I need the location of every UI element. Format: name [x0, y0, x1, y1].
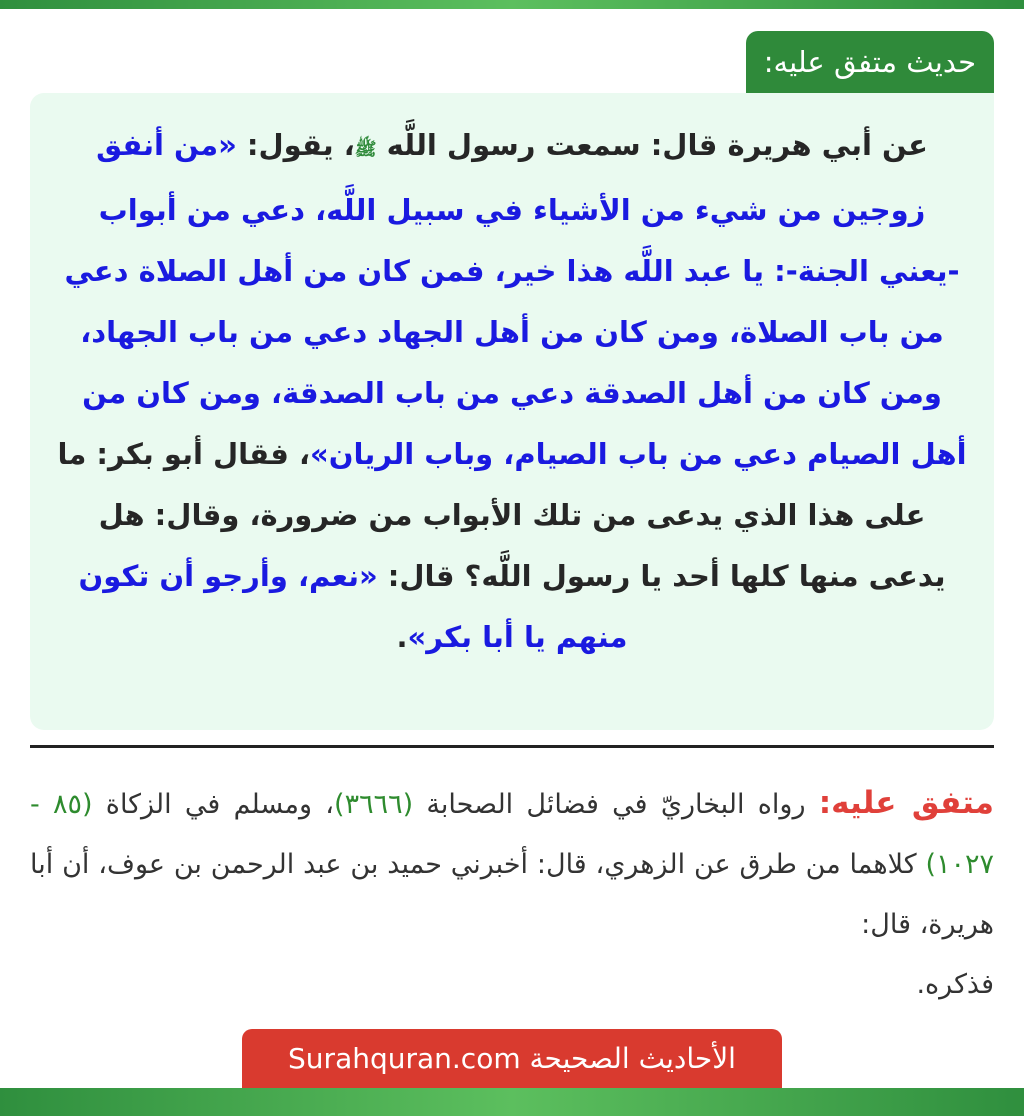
hadith-middle: ، فقال أبو بكر: ما على هذا الذي يدعى من تلك الأبواب من ضرورة، وقال: هل يدعى منها كلها أحد يا رسول اللَّه؟ قال: [57, 437, 946, 593]
source-text-3: كلاهما من طرق عن الزهري، قال: أخبرني حميد بن عبد الرحمن بن عوف، أن أبا هريرة، قال: [30, 849, 994, 940]
salawat-glyph: ﷺ [354, 139, 377, 160]
source-ref-muslim: (٨٥ - ١٠٢٧) [30, 789, 994, 880]
hadith-quote-answer: «نعم، وأرجو أن تكون منهم يا أبا بكر» [78, 559, 628, 654]
source-text-1: رواه البخاريّ في فضائل الصحابة [413, 789, 819, 820]
source-text-2: ، ومسلم في الزكاة [92, 789, 335, 820]
bottom-accent-bar [0, 1088, 1024, 1116]
hadith-text-box [30, 93, 994, 730]
hadith-end: . [396, 620, 408, 654]
source-text-4: فذكره. [916, 969, 994, 1000]
source-ref-bukhari: (٣٦٦٦) [334, 789, 414, 820]
hadith-quote-prophet: «من أنفق زوجين من شيء من الأشياء في سبيل اللَّه، دعي من أبواب -يعني الجنة-: يا عبد اللَّه هذا خير، فمن كان من أهل الصلاة دعي من باب الصلاة، ومن كان من أهل الجهاد دعي من باب الجهاد، ومن كان من أهل الصدقة دعي من باب الصدقة، ومن كان من أهل الصيام دعي من باب الصيام، وباب الريان» [64, 128, 967, 471]
source-label: متفق عليه: [818, 785, 995, 821]
hadith-intro: عن أبي هريرة قال: سمعت رسول اللَّه [376, 128, 928, 162]
site-badge: الأحاديث الصحيحة Surahquran.com [242, 1029, 782, 1088]
section-divider [30, 745, 994, 748]
top-accent-bar [0, 0, 1024, 9]
hadith-intro-end: ، يقول: [236, 128, 355, 162]
source-attribution [30, 773, 994, 1015]
hadith-type-tag: حديث متفق عليه: [746, 31, 994, 93]
